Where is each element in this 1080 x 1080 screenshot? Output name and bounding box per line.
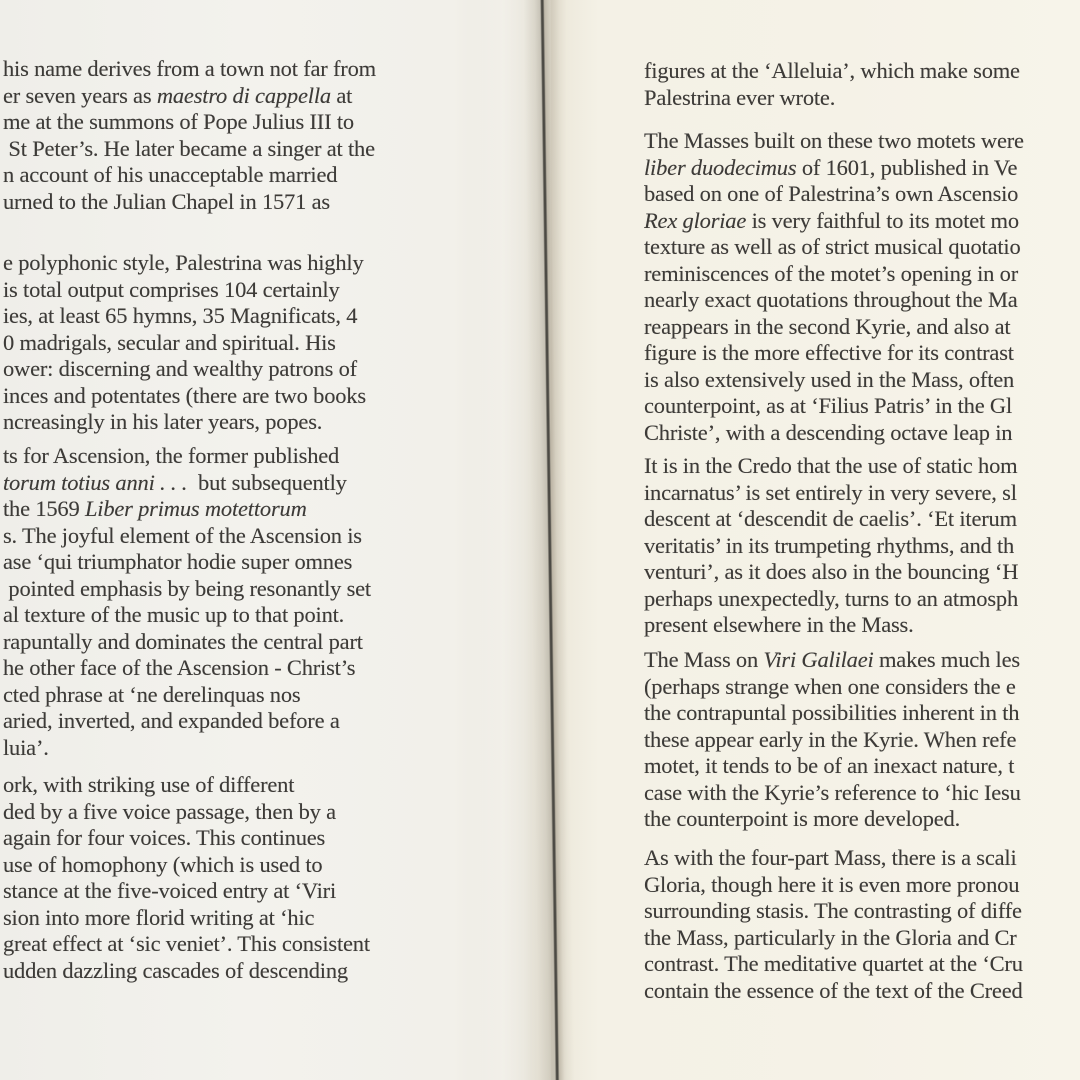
text-segment: the Mass, particularly in the Gloria and Cr (644, 924, 1017, 950)
text-segment: descent at ‘descendit de caelis’. ‘Et iterum (644, 506, 1017, 531)
text-segment: ies, at least 65 hymns, 35 Magnificats, 4 (3, 303, 358, 328)
text-line (644, 506, 1080, 533)
text-paragraph (644, 647, 1080, 833)
text-line (3, 136, 551, 163)
text-column (644, 0, 1080, 1080)
text-segment: rapuntally and dominates the central part (3, 628, 363, 654)
text-segment: Liber primus motettorum (84, 496, 307, 521)
text-line (3, 735, 551, 762)
text-segment: the counterpoint is more developed. (644, 806, 961, 831)
text-line (3, 799, 551, 826)
text-line (3, 470, 551, 497)
text-line (3, 189, 551, 216)
text-segment: ase ‘qui triumphator hodie super omnes (3, 549, 353, 574)
text-line (3, 496, 551, 523)
text-line (644, 780, 1080, 807)
text-paragraph (3, 443, 551, 761)
text-segment: again for four voices. This continues (3, 825, 326, 850)
text-line (3, 602, 551, 629)
text-segment: is also extensively used in the Mass, often (644, 366, 1015, 392)
text-segment: 0 madrigals, secular and spiritual. His (3, 329, 336, 355)
text-line (644, 925, 1080, 952)
text-line (644, 700, 1080, 727)
text-line (3, 629, 551, 656)
text-line (3, 682, 551, 709)
text-line (3, 549, 551, 576)
text-segment: texture as well as of strict musical quotatio (644, 234, 1021, 259)
text-segment: s. The joyful element of the Ascension is (3, 522, 362, 548)
text-segment: liber duodecimus (644, 154, 797, 180)
text-segment: great effect at ‘sic veniet’. This consistent (3, 931, 370, 956)
text-line (644, 978, 1080, 1005)
text-segment: contrast. The meditative quartet at the ‘Cru (644, 951, 1023, 976)
text-segment: is very faithful to its motet mo (746, 207, 1019, 233)
text-segment: Gloria, though here it is even more pronou (644, 871, 1020, 897)
text-line (3, 708, 551, 735)
text-segment: motet, it tends to be of an inexact nature, t (644, 753, 1015, 778)
text-line (3, 162, 551, 189)
text-segment: Palestrina ever wrote. (644, 84, 836, 110)
text-line (3, 852, 551, 879)
text-segment: inces and potentates (there are two books (3, 382, 366, 408)
text-line (3, 250, 551, 277)
text-segment: The Mass on (644, 647, 764, 672)
text-line (644, 559, 1080, 586)
text-line (644, 612, 1080, 639)
text-line (3, 905, 551, 932)
text-line (3, 383, 551, 410)
text-line (644, 234, 1080, 261)
text-column (3, 0, 551, 1080)
text-segment: his name derives from a town not far from (3, 56, 376, 81)
text-segment: sion into more florid writing at ‘hic (3, 904, 315, 930)
text-paragraph (644, 845, 1080, 1004)
text-line (644, 845, 1080, 872)
text-line (3, 83, 551, 110)
text-segment: cted phrase at ‘ne derelinquas nos (3, 681, 301, 707)
text-segment: reappears in the second Kyrie, and also at (644, 313, 1011, 339)
text-segment: urned to the Julian Chapel in 1571 as (3, 188, 330, 214)
text-line (644, 128, 1080, 155)
text-segment: but subsequently (187, 469, 347, 495)
text-segment: udden dazzling cascades of descending (3, 957, 348, 983)
text-segment: St Peter’s. He later became a singer at the (3, 135, 375, 161)
text-segment: makes much les (873, 647, 1020, 672)
text-paragraph (644, 58, 1080, 111)
text-segment: these appear early in the Kyrie. When refe (644, 726, 1017, 752)
text-line (644, 453, 1080, 480)
text-line (3, 958, 551, 985)
text-line (644, 181, 1080, 208)
text-paragraph (644, 128, 1080, 446)
text-line (644, 533, 1080, 560)
text-segment: pointed emphasis by being resonantly set (3, 575, 371, 601)
text-line (3, 56, 551, 83)
text-segment: al texture of the music up to that point. (3, 602, 345, 627)
text-line (644, 727, 1080, 754)
text-line (644, 872, 1080, 899)
text-segment: luia’. (3, 734, 49, 760)
text-segment: er seven years as (3, 82, 157, 108)
text-line (3, 825, 551, 852)
text-segment: e polyphonic style, Palestrina was highly (3, 250, 364, 275)
text-segment: use of homophony (which is used to (3, 851, 323, 877)
text-line (3, 277, 551, 304)
text-line (3, 409, 551, 436)
text-segment: figures at the ‘Alleluia’, which make some (644, 58, 1020, 83)
text-line (644, 647, 1080, 674)
text-segment: Rex gloriae (644, 207, 747, 233)
text-segment: present elsewhere in the Mass. (644, 612, 914, 637)
text-segment: venturi’, as it does also in the bouncing ‘H (644, 559, 1019, 584)
text-segment: at (330, 82, 353, 108)
text-line (644, 287, 1080, 314)
text-segment: of 1601, published in Ve (796, 154, 1018, 180)
text-segment: based on one of Palestrina’s own Ascensio (644, 181, 1019, 206)
text-segment: ork, with striking use of different (3, 772, 295, 797)
text-line (644, 340, 1080, 367)
text-line (3, 878, 551, 905)
text-line (644, 420, 1080, 447)
text-segment: perhaps unexpectedly, turns to an atmosph (644, 585, 1018, 611)
text-segment: counterpoint, as at ‘Filius Patris’ in the Gl (644, 393, 1013, 418)
text-segment: case with the Kyrie’s reference to ‘hic Iesu (644, 779, 1021, 805)
text-line (3, 655, 551, 682)
text-line (644, 314, 1080, 341)
text-segment: torum totius anni . . . (3, 469, 188, 495)
text-line (3, 330, 551, 357)
text-segment: nearly exact quotations throughout the Ma (644, 287, 1018, 312)
text-segment: maestro di cappella (156, 82, 331, 108)
text-segment: stance at the five-voiced entry at ‘Viri (3, 878, 336, 903)
text-line (3, 931, 551, 958)
text-line (644, 753, 1080, 780)
text-line (644, 85, 1080, 112)
text-line (644, 155, 1080, 182)
text-segment: ded by a five voice passage, then by a (3, 798, 336, 824)
text-segment: is total output comprises 104 certainly (3, 276, 340, 302)
text-segment: ncreasingly in his later years, popes. (3, 409, 323, 434)
text-line (644, 208, 1080, 235)
text-paragraph (644, 453, 1080, 639)
text-segment: surrounding stasis. The contrasting of diffe (644, 898, 1022, 923)
text-paragraph (3, 56, 551, 215)
text-segment: The Masses built on these two motets were (644, 128, 1024, 153)
text-segment: the 1569 (3, 496, 85, 521)
text-segment: the contrapuntal possibilities inherent in th (644, 700, 1020, 725)
text-segment: n account of his unacceptable married (3, 162, 338, 187)
text-segment: incarnatus’ is set entirely in very severe, sl (644, 479, 1017, 505)
text-line (3, 109, 551, 136)
text-line (644, 480, 1080, 507)
text-segment: reminiscences of the motet’s opening in or (644, 260, 1019, 286)
text-segment: Christe’, with a descending octave leap in (644, 419, 1013, 445)
text-segment: aried, inverted, and expanded before a (3, 708, 340, 733)
text-segment: ower: discerning and wealthy patrons of (3, 356, 357, 381)
text-line (3, 303, 551, 330)
text-segment: ts for Ascension, the former published (3, 443, 340, 468)
text-segment: It is in the Credo that the use of static hom (644, 453, 1018, 478)
text-segment: veritatis’ in its trumpeting rhythms, and th (644, 532, 1015, 558)
text-segment: (perhaps strange when one considers the e (644, 673, 1016, 699)
text-line (3, 523, 551, 550)
text-segment: he other face of the Ascension - Christ’s (3, 655, 356, 680)
text-line (644, 58, 1080, 85)
text-line (3, 443, 551, 470)
text-segment: As with the four-part Mass, there is a scali (644, 845, 1017, 870)
text-line (644, 674, 1080, 701)
text-segment: Viri Galilaei (763, 647, 874, 672)
text-line (644, 367, 1080, 394)
text-line (3, 356, 551, 383)
text-line (3, 576, 551, 603)
text-line (644, 261, 1080, 288)
text-line (644, 393, 1080, 420)
text-segment: figure is the more effective for its contrast (644, 340, 1014, 365)
text-line (3, 772, 551, 799)
text-line (644, 586, 1080, 613)
text-paragraph (3, 772, 551, 984)
text-paragraph (3, 250, 551, 436)
text-line (644, 951, 1080, 978)
text-segment: me at the summons of Pope Julius III to (3, 109, 354, 134)
text-segment: contain the essence of the text of the Creed (644, 977, 1023, 1003)
text-line (644, 898, 1080, 925)
text-line (644, 806, 1080, 833)
